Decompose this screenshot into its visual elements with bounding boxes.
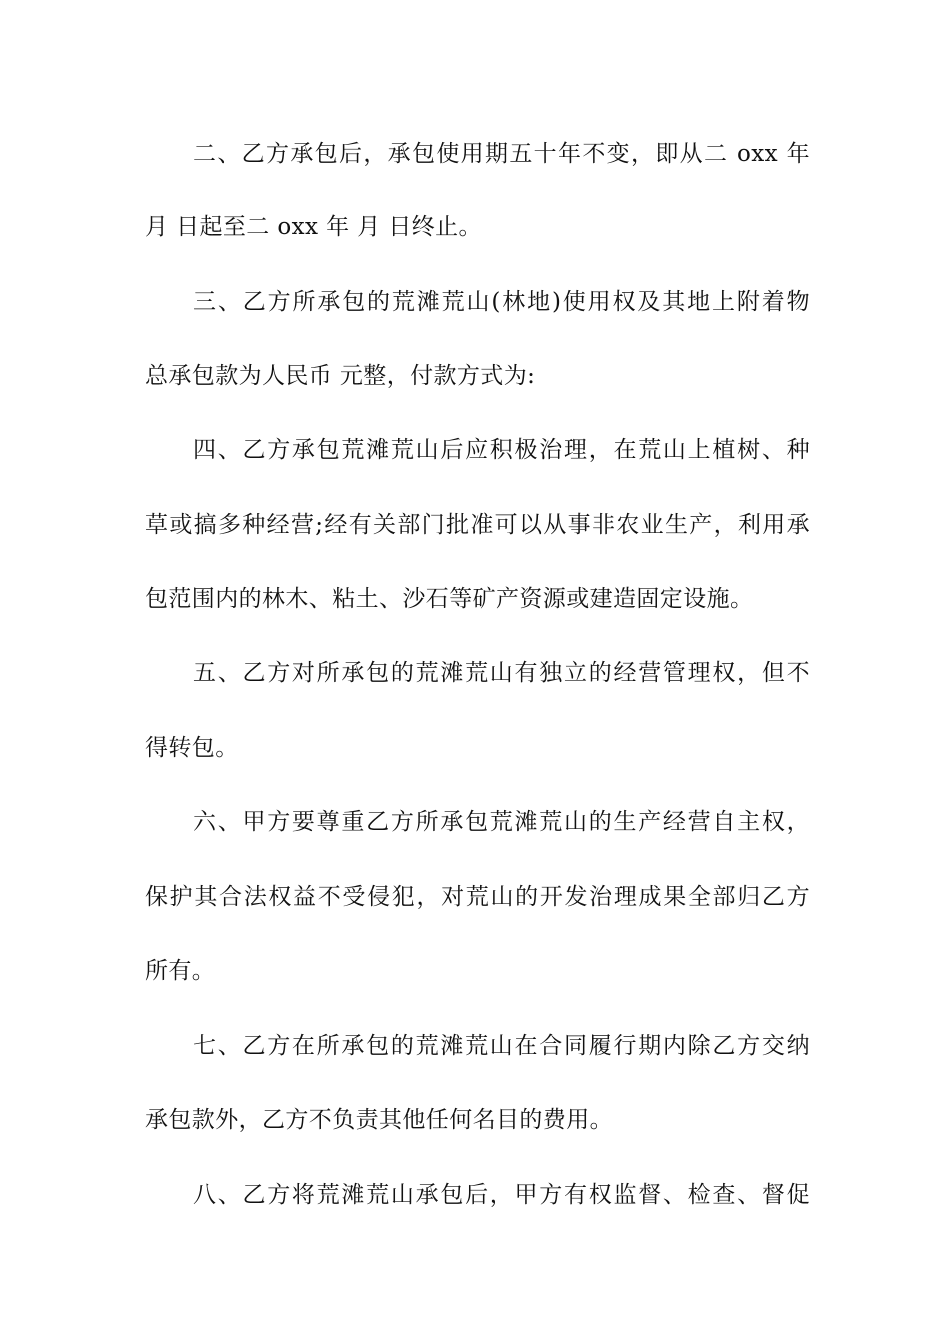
text-line: 总承包款为人民币 元整，付款方式为: [145, 363, 536, 389]
text-line: 月 日起至二 oxx 年 月 日终止。 [145, 214, 482, 240]
text-line: 得转包。 [145, 735, 239, 761]
text-line: 三、乙方所承包的荒滩荒山(林地)使用权及其地上附着物 [193, 289, 810, 315]
text-line: 六、甲方要尊重乙方所承包荒滩荒山的生产经营自主权， [193, 809, 810, 835]
text-line: 二、乙方承包后，承包使用期五十年不变，即从二 oxx 年 [193, 141, 810, 167]
text-line: 七、乙方在所承包的荒滩荒山在合同履行期内除乙方交纳 [193, 1033, 810, 1059]
text-line: 保护其合法权益不受侵犯，对荒山的开发治理成果全部归乙方 [145, 884, 810, 910]
text-line: 承包款外，乙方不负责其他任何名目的费用。 [145, 1107, 613, 1133]
text-line: 所有。 [145, 958, 216, 984]
text-line: 包范围内的林木、粘土、沙石等矿产资源或建造固定设施。 [145, 586, 754, 612]
text-line: 四、乙方承包荒滩荒山后应积极治理，在荒山上植树、种 [193, 437, 810, 463]
text-line: 八、乙方将荒滩荒山承包后，甲方有权监督、检查、督促 [193, 1182, 810, 1208]
text-line: 草或搞多种经营;经有关部门批准可以从事非农业生产，利用承 [145, 512, 810, 538]
text-line: 五、乙方对所承包的荒滩荒山有独立的经营管理权，但不 [193, 660, 810, 686]
